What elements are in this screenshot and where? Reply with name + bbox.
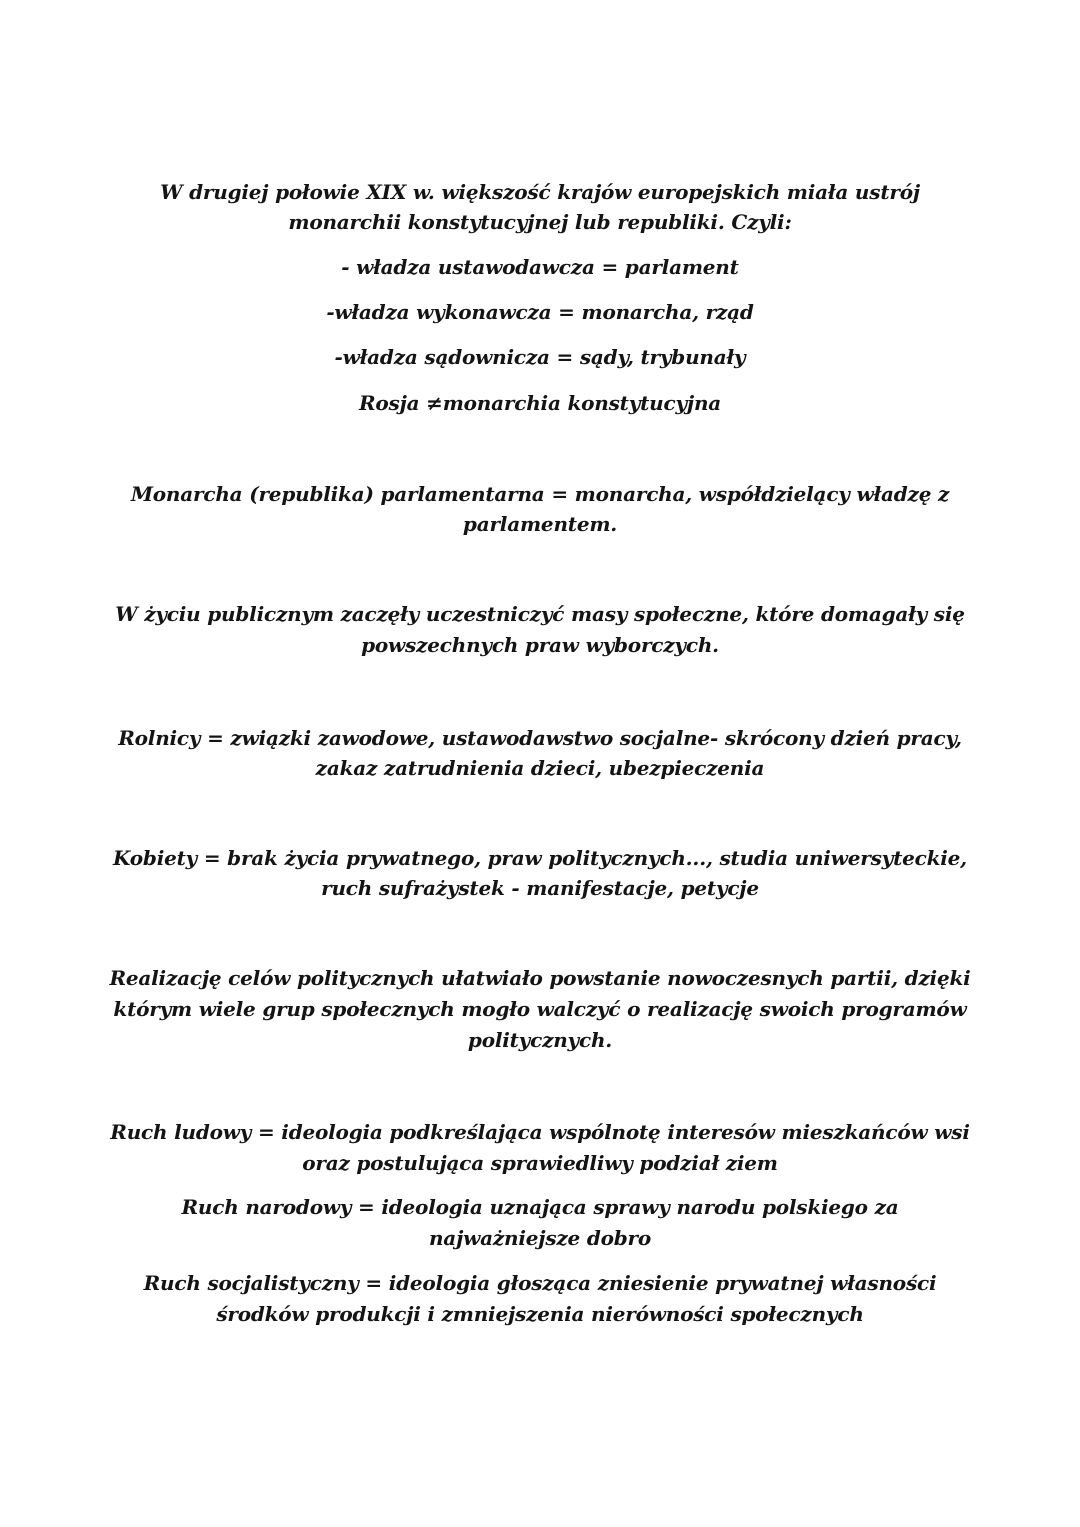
text-line: monarchii konstytucyjnej lub republiki. Czyli:: [288, 210, 792, 234]
text-line: W życiu publicznym zaczęły uczestniczyć masy społeczne, które domagały się: [115, 602, 965, 626]
text-line: powszechnych praw wyborczych.: [361, 633, 719, 657]
text-line: Kobiety = brak życia prywatnego, praw politycznych..., studia uniwersyteckie,: [113, 846, 967, 870]
text-line: politycznych.: [467, 1028, 613, 1052]
text-line: Ruch narodowy = ideologia uznająca sprawy narodu polskiego za: [181, 1195, 899, 1219]
text-line: Rolnicy = związki zawodowe, ustawodawstwo socjalne- skrócony dzień pracy,: [118, 726, 962, 750]
text-line: Ruch ludowy = ideologia podkreślająca wspólnotę interesów mieszkańców wsi: [110, 1120, 970, 1144]
text-line: najważniejsze dobro: [428, 1226, 652, 1250]
text-line: W drugiej połowie XIX w. większość krajów europejskich miała ustrój: [160, 180, 920, 204]
text-line: oraz postulująca sprawiedliwy podział ziem: [302, 1151, 778, 1175]
text-line: ruch sufrażystek - manifestacje, petycje: [321, 876, 759, 900]
text-line: -władza wykonawcza = monarcha, rząd: [326, 300, 754, 324]
text-line: którym wiele grup społecznych mogło walczyć o realizację swoich programów: [113, 997, 967, 1021]
text-line: -władza sądownicza = sądy, trybunały: [334, 345, 746, 369]
text-line: Rosja ≠monarchia konstytucyjna: [358, 391, 722, 415]
text-line: Realizację celów politycznych ułatwiało powstanie nowoczesnych partii, dzięki: [109, 966, 971, 990]
text-line: zakaz zatrudnienia dzieci, ubezpieczenia: [315, 756, 765, 780]
text-line: środków produkcji i zmniejszenia nierówności społecznych: [216, 1302, 864, 1326]
text-line: Monarcha (republika) parlamentarna = monarcha, współdzielący władzę z: [130, 482, 950, 506]
text-line: Ruch socjalistyczny = ideologia głosząca zniesienie prywatnej własności: [143, 1271, 937, 1295]
text-line: - władza ustawodawcza = parlament: [341, 255, 739, 279]
text-line: parlamentem.: [462, 512, 618, 536]
